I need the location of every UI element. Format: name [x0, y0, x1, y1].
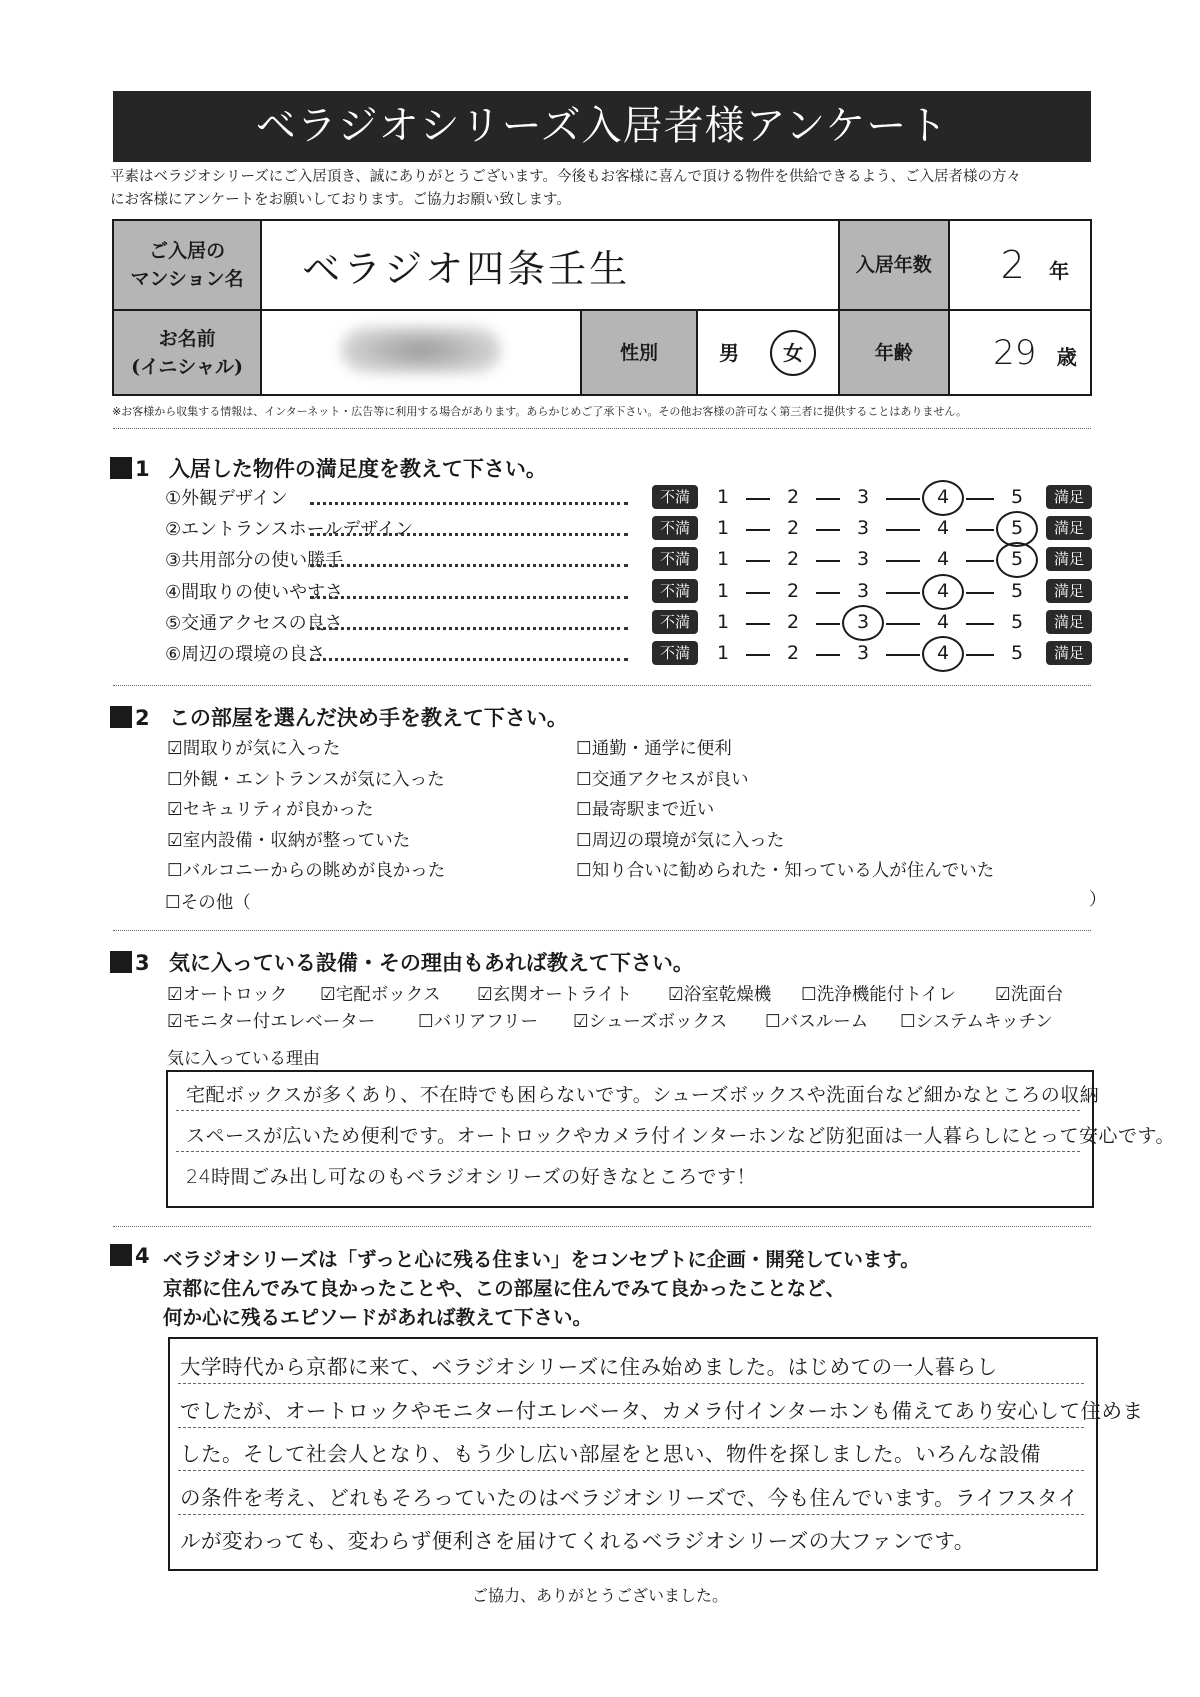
q3-option[interactable] [167, 1008, 375, 1033]
q3-option[interactable] [477, 981, 632, 1006]
scale-connector [966, 592, 994, 594]
scale-connector [966, 654, 994, 656]
mansion-label-line1: ご入居の [149, 240, 226, 262]
handwritten-line: 宅配ボックスが多くあり、不在時でも困らないです。シューズボックスや洗面台など細かなところの収納 [186, 1084, 1100, 1106]
rating-option-4[interactable]: 4 [928, 580, 958, 602]
q3-option[interactable] [320, 981, 441, 1006]
rating-option-3[interactable]: 3 [856, 579, 870, 602]
ruled-line [176, 1151, 1080, 1152]
separator-3 [113, 930, 1091, 931]
dissatisfied-badge: 不満 [652, 579, 698, 603]
redacted-name [341, 326, 501, 374]
gender-field[interactable] [697, 310, 839, 395]
handwritten-line: した。そして社会人となり、もう少し広い部屋をと思い、物件を探しました。いろんな設備 [180, 1442, 1041, 1466]
q2-number: 2 [135, 706, 150, 730]
satisfied-badge: 満足 [1046, 641, 1092, 665]
q2-option-label: 間取りが気に入った [182, 739, 341, 759]
dissatisfied-badge: 不満 [652, 610, 698, 634]
q3-reason-label: 気に入っている理由 [167, 1049, 320, 1069]
checkbox-icon[interactable]: ☑ [477, 985, 493, 1005]
checkbox-icon[interactable]: ☐ [576, 769, 592, 790]
rating-option-3[interactable]: 3 [856, 486, 870, 508]
q3-option-label: 浴室乾燥機 [683, 985, 772, 1005]
handwritten-line: の条件を考え、どれもそろっていたのはベラジオシリーズで、今も住んでいます。ライフスタイ [180, 1485, 1079, 1510]
mansion-label-line2: マンション名 [130, 268, 244, 290]
leader-dots [310, 627, 628, 630]
q2-other-close-paren: ） [1089, 890, 1107, 910]
ruled-line [178, 1470, 1084, 1471]
mansion-name-value: ベラジオ四条壬生 [302, 246, 631, 291]
scale-connector [746, 654, 770, 656]
dissatisfied-badge: 不満 [652, 516, 698, 540]
q2-option-label: 通勤・通学に便利 [591, 739, 732, 759]
checkbox-icon[interactable]: ☐ [765, 1012, 781, 1032]
scale-connector [966, 529, 994, 531]
q4-title-line: 何か心に残るエピソードがあれば教えて下さい。 [163, 1306, 593, 1329]
age-unit: 歳 [1056, 344, 1077, 369]
checkbox-icon[interactable]: ☑ [668, 985, 684, 1005]
dissatisfied-badge: 不満 [652, 641, 698, 665]
q2-option[interactable] [167, 857, 445, 882]
scale-connector [886, 529, 920, 531]
scale-connector [816, 498, 840, 500]
rating-option-3[interactable]: 3 [856, 642, 870, 664]
scale-connector [746, 529, 770, 531]
gender-female-option[interactable]: 女 [770, 330, 816, 376]
age-label: 年齢 [839, 310, 949, 395]
q3-heading [110, 947, 694, 977]
rating-option-2[interactable]: 2 [786, 642, 800, 664]
q3-option-label: システムキッチン [915, 1012, 1053, 1032]
q3-option-label: バスルーム [780, 1012, 869, 1032]
leader-dots [310, 658, 628, 661]
rating-option-5[interactable]: 5 [1010, 610, 1024, 633]
q3-option-label: 洗浄機能付トイレ [816, 985, 956, 1005]
checkbox-icon[interactable]: ☑ [167, 830, 183, 851]
scale-connector [746, 592, 770, 594]
rating-option-1[interactable]: 1 [716, 486, 730, 508]
rating-option-2[interactable]: 2 [786, 610, 800, 633]
q3-number: 3 [135, 951, 150, 975]
dissatisfied-badge: 不満 [652, 485, 698, 509]
checkbox-icon[interactable]: ☑ [167, 739, 183, 759]
rating-option-5[interactable]: 5 [1010, 486, 1024, 508]
scale-connector [816, 560, 840, 562]
rating-option-5[interactable]: 5 [1002, 548, 1032, 570]
satisfied-badge: 満足 [1046, 579, 1092, 603]
q2-option-label: 室内設備・収納が整っていた [182, 830, 411, 851]
rating-option-1[interactable]: 1 [716, 610, 730, 633]
intro-line-1: 平素はベラジオシリーズにご入居頂き、誠にありがとうございます。今後もお客様に喜んで頂ける物件を供給できるよう、ご入居者様の方々 [110, 169, 1022, 185]
handwritten-line: 大学時代から京都に来て、ベラジオシリーズに住み始めました。はじめての一人暮らし [180, 1355, 998, 1379]
ruled-line [178, 1427, 1084, 1428]
rating-option-5[interactable]: 5 [1010, 642, 1024, 664]
q3-option[interactable] [573, 1008, 727, 1033]
age-field[interactable] [949, 310, 1091, 395]
satisfied-badge: 満足 [1046, 547, 1092, 571]
scale-connector [886, 560, 920, 562]
rating-option-1[interactable]: 1 [716, 548, 730, 571]
q2-option-label: 最寄駅まで近い [591, 800, 715, 820]
q3-option-label: 宅配ボックス [335, 985, 441, 1005]
separator-1 [113, 428, 1091, 429]
handwritten-line: でしたが、オートロックやモニター付エレベータ、カメラ付インターホンも備えてあり安心して住めま [180, 1398, 1144, 1423]
rating-option-4[interactable]: 4 [928, 486, 958, 508]
rating-option-1[interactable]: 1 [716, 517, 730, 540]
q3-option-label: バリアフリー [433, 1012, 539, 1032]
years-unit: 年 [1049, 259, 1070, 283]
rating-option-2[interactable]: 2 [786, 517, 800, 540]
years-label: 入居年数 [839, 220, 949, 310]
rating-option-1[interactable]: 1 [716, 642, 730, 664]
leader-dots [310, 533, 628, 536]
mansion-name-field[interactable] [261, 220, 839, 310]
checkbox-icon[interactable]: ☐ [167, 861, 183, 881]
q2-option-label: 周辺の環境が気に入った [591, 830, 785, 851]
q4-title-line: ベラジオシリーズは「ずっと心に残る住まい」をコンセプトに企画・開発しています。 [163, 1248, 920, 1271]
q3-option-label: 玄関オートライト [492, 985, 633, 1005]
checkbox-icon[interactable]: ☑ [167, 1012, 183, 1032]
rating-item-label: ⑤交通アクセスの良さ [165, 612, 343, 634]
separator-2 [113, 685, 1091, 686]
rating-option-2[interactable]: 2 [786, 579, 800, 602]
q3-option[interactable] [801, 981, 956, 1006]
rating-option-1[interactable]: 1 [716, 579, 730, 602]
age-value: 29 [993, 332, 1037, 373]
q2-option-label: 交通アクセスが良い [591, 769, 749, 790]
q2-option[interactable] [576, 766, 749, 791]
checkbox-icon[interactable]: ☐ [165, 893, 181, 913]
q4-number: 4 [135, 1244, 150, 1268]
scale-connector [816, 623, 840, 625]
rating-item-label: ③共用部分の使い勝手 [165, 550, 344, 572]
q3-option[interactable] [900, 1008, 1053, 1033]
separator-4 [113, 1226, 1091, 1227]
checkbox-icon[interactable]: ☐ [418, 1012, 434, 1032]
q3-option-label: モニター付エレベーター [182, 1012, 376, 1032]
scale-connector [816, 592, 840, 594]
name-label [113, 310, 261, 395]
scale-connector [886, 498, 920, 500]
scale-connector [746, 623, 770, 625]
leader-dots [310, 502, 628, 505]
rating-item-label: ①外観デザイン [165, 488, 288, 509]
scale-connector [886, 592, 920, 594]
name-field[interactable] [261, 310, 581, 395]
q1-heading [110, 453, 547, 483]
leader-dots [310, 596, 628, 599]
ruled-line [178, 1383, 1084, 1384]
q2-option[interactable] [167, 796, 373, 821]
section-marker-icon [110, 706, 132, 728]
q4-heading [110, 1244, 150, 1268]
satisfied-badge: 満足 [1046, 610, 1092, 634]
rating-item-label: ④間取りの使いやすさ [165, 581, 344, 603]
checkbox-icon[interactable]: ☑ [320, 985, 336, 1005]
handwritten-line: スペースが広いため便利です。オートロックやカメラ付インターホンなど防犯面は一人暮らしにとって安心です。 [186, 1125, 1175, 1147]
scale-connector [966, 623, 994, 625]
q2-option[interactable] [167, 827, 410, 852]
checkbox-icon[interactable]: ☑ [995, 985, 1011, 1005]
checkbox-icon[interactable]: ☐ [576, 800, 592, 820]
q3-option-label: オートロック [182, 985, 288, 1005]
checkbox-icon[interactable]: ☐ [167, 769, 183, 790]
years-value: 2 [1000, 243, 1025, 287]
checkbox-icon[interactable]: ☐ [576, 739, 592, 759]
checkbox-icon[interactable]: ☐ [576, 830, 592, 851]
q2-option-label: 外観・エントランスが気に入った [182, 769, 445, 790]
mansion-name-label [113, 220, 261, 310]
section-marker-icon [110, 457, 132, 479]
scale-connector [966, 498, 994, 500]
scale-connector [816, 529, 840, 531]
q3-option[interactable] [995, 981, 1063, 1006]
years-field[interactable] [949, 220, 1091, 310]
q2-option[interactable] [576, 796, 714, 821]
rating-option-5[interactable]: 5 [1002, 517, 1032, 539]
checkbox-icon[interactable]: ☑ [573, 1012, 589, 1032]
rating-option-2[interactable]: 2 [786, 486, 800, 508]
q2-option-label: 知り合いに勧められた・知っている人が住んでいた [591, 861, 995, 881]
scale-connector [816, 654, 840, 656]
q3-option[interactable] [668, 981, 771, 1006]
scale-connector [886, 623, 920, 625]
intro-line-2: にお客様にアンケートをお願いしております。ご協力お願い致します。 [110, 192, 571, 208]
checkbox-icon[interactable]: ☑ [167, 985, 183, 1005]
name-label-line1: お名前 [158, 327, 216, 350]
name-label-line2: (イニシャル) [131, 355, 243, 378]
q2-option-label: バルコニーからの眺めが良かった [182, 861, 446, 881]
rating-option-4[interactable]: 4 [936, 548, 950, 571]
scale-connector [746, 498, 770, 500]
q2-option[interactable] [576, 735, 732, 760]
q3-option[interactable] [765, 1008, 868, 1033]
q3-option-label: 洗面台 [1010, 985, 1064, 1005]
checkbox-icon[interactable]: ☐ [576, 861, 592, 881]
checkbox-icon[interactable]: ☐ [801, 985, 817, 1005]
ruled-line [176, 1110, 1080, 1111]
section-marker-icon [110, 1244, 132, 1266]
handwritten-line: 24時間ごみ出し可なのもベラジオシリーズの好きなところです！ [186, 1166, 757, 1188]
q3-option[interactable] [418, 1008, 538, 1033]
gender-male-option[interactable]: 男 [719, 340, 740, 365]
privacy-note: ※お客様から収集する情報は、インターネット・広告等に利用する場合があります。あらかじめご了承下さい。その他お客様の許可なく第三者に提供することはありません。 [112, 405, 968, 418]
handwritten-line: ルが変わっても、変わらず便利さを届けてくれるベラジオシリーズの大ファンです。 [180, 1529, 975, 1553]
checkbox-icon[interactable]: ☑ [167, 800, 183, 820]
leader-dots [310, 564, 628, 567]
q2-option-label: セキュリティが良かった [182, 800, 374, 820]
rating-option-5[interactable]: 5 [1010, 579, 1024, 602]
q2-option[interactable] [167, 766, 445, 791]
q2-title: この部屋を選んだ決め手を教えて下さい。 [168, 706, 568, 730]
dissatisfied-badge: 不満 [652, 547, 698, 571]
ruled-line [178, 1514, 1084, 1515]
q2-option[interactable] [167, 735, 340, 760]
q3-option[interactable] [167, 981, 287, 1006]
q2-heading [110, 702, 568, 732]
q3-option-label: シューズボックス [588, 1012, 728, 1032]
rating-option-2[interactable]: 2 [786, 548, 800, 571]
q2-option[interactable] [576, 827, 784, 852]
satisfied-badge: 満足 [1046, 516, 1092, 540]
q2-other-label: その他（ [180, 893, 251, 913]
scale-connector [886, 654, 920, 656]
rating-item-label: ②エントランスホールデザイン [165, 519, 413, 541]
q1-number: 1 [135, 457, 150, 481]
rating-option-3[interactable]: 3 [848, 611, 878, 633]
q2-option[interactable] [576, 857, 994, 882]
footer-thanks: ご協力、ありがとうございました。 [471, 1586, 728, 1605]
q2-other-option[interactable] [165, 889, 251, 914]
section-marker-icon [110, 951, 132, 973]
rating-option-3[interactable]: 3 [856, 517, 870, 540]
q4-title-line: 京都に住んでみて良かったことや、この部屋に住んでみて良かったことなど、 [163, 1277, 846, 1300]
rating-option-4[interactable]: 4 [936, 610, 950, 633]
rating-option-4[interactable]: 4 [928, 642, 958, 664]
rating-option-4[interactable]: 4 [936, 517, 950, 540]
scale-connector [966, 560, 994, 562]
q3-title: 気に入っている設備・その理由もあれば教えて下さい。 [168, 951, 694, 975]
rating-option-3[interactable]: 3 [856, 548, 870, 571]
checkbox-icon[interactable]: ☐ [900, 1012, 916, 1032]
resident-info-table [112, 219, 1092, 396]
gender-label: 性別 [581, 310, 696, 395]
q1-title: 入居した物件の満足度を教えて下さい。 [168, 457, 547, 481]
scale-connector [746, 560, 770, 562]
rating-item-label: ⑥周辺の環境の良さ [165, 644, 326, 665]
satisfied-badge: 満足 [1046, 485, 1092, 509]
survey-title-banner: ベラジオシリーズ入居者様アンケート [113, 91, 1091, 162]
intro-text [110, 166, 1100, 212]
